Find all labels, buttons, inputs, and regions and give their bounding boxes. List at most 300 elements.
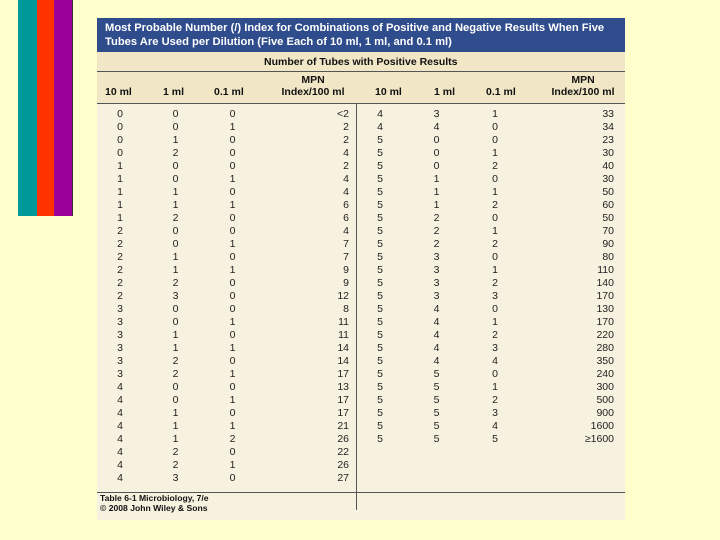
- table-cell: 3: [433, 108, 440, 120]
- table-cell: 4: [433, 329, 440, 341]
- column-divider: [356, 104, 357, 510]
- table-row: [357, 277, 616, 290]
- table-cell: 0: [172, 316, 179, 328]
- table-cell: 17: [337, 394, 349, 406]
- table-cell: 5: [433, 368, 440, 380]
- table-cell: 2: [172, 459, 179, 471]
- table-cell: 1: [172, 433, 179, 445]
- table-cell: 170: [596, 316, 614, 328]
- table-cell: 130: [596, 303, 614, 315]
- table-cell: 2: [343, 121, 349, 133]
- table-cell: 1: [117, 212, 123, 224]
- table-cell: 17: [337, 368, 349, 380]
- mpn-table-figure: [97, 18, 625, 520]
- table-row: [357, 316, 616, 329]
- table-row: [357, 108, 616, 121]
- table-cell: 4: [433, 355, 440, 367]
- table-cell: 5: [377, 329, 383, 341]
- table-row: [357, 368, 616, 381]
- table-cell: 34: [602, 121, 614, 133]
- table-cell: 6: [343, 199, 349, 211]
- table-cell: 1600: [590, 420, 614, 432]
- table-row: [97, 134, 351, 147]
- table-cell: 1: [229, 199, 236, 211]
- table-cell: 500: [596, 394, 614, 406]
- table-cell: 5: [377, 394, 383, 406]
- table-cell: 1: [492, 264, 498, 276]
- table-cell: 4: [492, 355, 498, 367]
- table-row: [357, 290, 616, 303]
- table-row: [357, 264, 616, 277]
- table-cell: 110: [597, 264, 614, 276]
- table-cell: 0: [172, 303, 179, 315]
- table-row: [97, 251, 351, 264]
- table-row: [357, 173, 616, 186]
- table-cell: 0: [117, 147, 123, 159]
- table-row: [97, 238, 351, 251]
- table-cell: 1: [229, 316, 236, 328]
- table-cell: 5: [377, 238, 383, 250]
- table-cell: 5: [377, 160, 383, 172]
- col-header-left-10ml: 10 ml: [105, 86, 132, 98]
- table-cell: 0: [117, 108, 123, 120]
- table-cell: 2: [172, 368, 179, 380]
- group-header-label: Number of Tubes with Positive Results: [264, 56, 458, 68]
- table-cell: 5: [433, 433, 440, 445]
- table-cell: 0: [229, 251, 236, 263]
- table-cell: 4: [117, 381, 123, 393]
- table-cell: 50: [602, 186, 614, 198]
- table-cell: 140: [596, 277, 614, 289]
- table-cell: 23: [602, 134, 614, 146]
- table-cell: 1: [492, 381, 498, 393]
- table-cell: 0: [229, 134, 236, 146]
- col-header-right-01ml: 0.1 ml: [486, 86, 516, 98]
- table-cell: 5: [377, 277, 383, 289]
- table-row: [97, 394, 351, 407]
- table-row: [357, 329, 616, 342]
- table-cell: 2: [433, 212, 440, 224]
- table-cell: 0: [229, 108, 236, 120]
- table-cell: 1: [229, 238, 236, 250]
- table-row: [97, 459, 351, 472]
- table-cell: 0: [172, 381, 179, 393]
- table-row: [97, 290, 351, 303]
- table-cell: 22: [337, 446, 349, 458]
- table-cell: 0: [229, 407, 236, 419]
- table-row: [97, 160, 351, 173]
- table-row: [357, 407, 616, 420]
- table-cell: 4: [343, 225, 349, 237]
- table-cell: 1: [117, 199, 123, 211]
- decorative-stripe-purple: [54, 0, 73, 216]
- table-cell: 1: [229, 394, 236, 406]
- table-cell: 4: [377, 108, 383, 120]
- table-cell: 900: [596, 407, 614, 419]
- table-row: [97, 264, 351, 277]
- table-cell: 11: [338, 316, 349, 328]
- table-cell: 6: [343, 212, 349, 224]
- table-cell: 2: [343, 134, 349, 146]
- table-row: [357, 420, 616, 433]
- table-cell: 5: [377, 355, 383, 367]
- table-cell: 1: [117, 173, 123, 185]
- table-cell: 70: [602, 225, 614, 237]
- table-cell: 1: [172, 186, 179, 198]
- table-cell: 5: [377, 316, 383, 328]
- table-row: [97, 368, 351, 381]
- table-cell: 3: [433, 277, 440, 289]
- table-cell: 3: [492, 407, 498, 419]
- table-cell: 80: [602, 251, 614, 263]
- table-cell: 1: [492, 147, 498, 159]
- table-cell: 2: [343, 160, 349, 172]
- table-cell: 4: [117, 420, 123, 432]
- table-cell: 3: [433, 251, 440, 263]
- table-body: [97, 104, 625, 510]
- table-cell: 300: [596, 381, 614, 393]
- table-cell: 0: [229, 472, 236, 484]
- table-cell: 5: [377, 251, 383, 263]
- table-cell: 5: [492, 433, 498, 445]
- table-cell: 3: [172, 472, 179, 484]
- table-cell: 5: [377, 134, 383, 146]
- table-title: Most Probable Number (/) Index for Combinations of Positive and Negative Results When Five Tubes Are Used per Dilution (Five Each of 10 ml, 1 ml, and 0.1 ml): [97, 18, 625, 52]
- table-cell: 2: [172, 355, 179, 367]
- table-row: [357, 134, 616, 147]
- table-cell: 0: [433, 160, 440, 172]
- right-data-table: [357, 108, 616, 446]
- table-cell: 2: [172, 277, 179, 289]
- table-cell: 2: [117, 238, 123, 250]
- table-row: [97, 199, 351, 212]
- col-header-right-mpn-line1: MPN: [571, 74, 595, 86]
- decorative-stripe-orange: [37, 0, 55, 216]
- table-cell: 0: [229, 303, 236, 315]
- table-row: [357, 186, 616, 199]
- table-cell: 1: [433, 199, 440, 211]
- table-cell: 2: [492, 160, 498, 172]
- table-cell: 5: [377, 264, 383, 276]
- table-cell: 5: [377, 212, 383, 224]
- table-cell: 2: [433, 225, 440, 237]
- left-data-table: [97, 108, 351, 485]
- col-header-left-mpn-line2: Index/100 ml: [281, 86, 345, 98]
- table-cell: 0: [229, 355, 236, 367]
- table-cell: 13: [337, 381, 349, 393]
- table-row: [97, 407, 351, 420]
- table-row: [357, 238, 616, 251]
- caption-line1: Table 6-1 Microbiology, 7/e: [100, 493, 209, 503]
- table-cell: 0: [117, 121, 123, 133]
- table-cell: 3: [117, 316, 123, 328]
- table-cell: 4: [433, 121, 440, 133]
- table-cell: 4: [343, 147, 349, 159]
- table-cell: 27: [337, 472, 349, 484]
- table-cell: 4: [117, 407, 123, 419]
- table-cell: 3: [433, 264, 440, 276]
- table-cell: 1: [172, 407, 179, 419]
- table-cell: 4: [117, 459, 123, 471]
- col-header-left-01ml: 0.1 ml: [214, 86, 244, 98]
- table-cell: 2: [117, 277, 123, 289]
- table-row: [97, 173, 351, 186]
- table-cell: 2: [117, 264, 123, 276]
- table-cell: 1: [172, 199, 179, 211]
- table-row: [97, 212, 351, 225]
- table-cell: 1: [229, 342, 236, 354]
- table-cell: 4: [117, 433, 123, 445]
- table-cell: 1: [172, 134, 179, 146]
- table-row: [357, 160, 616, 173]
- table-cell: 2: [172, 446, 179, 458]
- table-cell: 1: [492, 186, 498, 198]
- table-cell: 11: [338, 329, 349, 341]
- table-cell: 220: [596, 329, 614, 341]
- table-cell: 5: [377, 173, 383, 185]
- table-cell: 350: [596, 355, 614, 367]
- table-cell: 5: [377, 199, 383, 211]
- table-cell: 0: [492, 134, 498, 146]
- caption-line2: © 2008 John Wiley & Sons: [100, 503, 208, 513]
- table-cell: 0: [229, 446, 236, 458]
- col-header-right-10ml: 10 ml: [375, 86, 402, 98]
- table-cell: 0: [172, 225, 179, 237]
- table-cell: 5: [433, 420, 440, 432]
- table-cell: 5: [377, 186, 383, 198]
- table-row: [97, 303, 351, 316]
- table-cell: 5: [377, 420, 383, 432]
- table-cell: 1: [433, 186, 440, 198]
- table-cell: 33: [602, 108, 614, 120]
- table-cell: 0: [172, 238, 179, 250]
- table-cell: 17: [337, 407, 349, 419]
- table-cell: 2: [492, 238, 498, 250]
- table-cell: 2: [172, 212, 179, 224]
- table-cell: 1: [172, 251, 179, 263]
- table-cell: 0: [117, 134, 123, 146]
- table-row: [97, 381, 351, 394]
- table-row: [97, 225, 351, 238]
- table-row: [97, 433, 351, 446]
- table-cell: 5: [377, 407, 383, 419]
- table-cell: 280: [596, 342, 614, 354]
- table-cell: 26: [337, 433, 349, 445]
- table-cell: 2: [492, 329, 498, 341]
- column-headers: [97, 72, 625, 104]
- table-cell: 7: [343, 251, 349, 263]
- table-cell: 2: [117, 225, 123, 237]
- table-cell: <2: [337, 108, 349, 120]
- table-cell: 9: [343, 264, 349, 276]
- table-cell: 240: [596, 368, 614, 380]
- table-cell: 1: [172, 420, 179, 432]
- table-cell: 1: [117, 186, 123, 198]
- table-cell: 2: [117, 251, 123, 263]
- table-row: [357, 212, 616, 225]
- table-cell: 21: [337, 420, 349, 432]
- table-cell: 0: [492, 303, 498, 315]
- table-cell: 2: [433, 238, 440, 250]
- table-cell: 8: [343, 303, 349, 315]
- table-row: [357, 147, 616, 160]
- table-cell: 4: [343, 186, 349, 198]
- col-header-right-1ml: 1 ml: [434, 86, 456, 98]
- table-cell: 2: [492, 394, 498, 406]
- table-cell: 170: [596, 290, 614, 302]
- table-row: [97, 121, 351, 134]
- table-cell: 3: [117, 368, 123, 380]
- table-cell: 1: [229, 420, 236, 432]
- table-cell: 60: [602, 199, 614, 211]
- table-cell: 0: [229, 381, 236, 393]
- table-row: [97, 420, 351, 433]
- table-cell: 0: [229, 277, 236, 289]
- table-cell: 30: [602, 147, 614, 159]
- table-row: [97, 277, 351, 290]
- table-cell: 0: [229, 329, 236, 341]
- table-cell: 0: [172, 108, 179, 120]
- table-cell: 0: [492, 212, 498, 224]
- table-cell: 1: [492, 225, 498, 237]
- table-row: [357, 225, 616, 238]
- table-row: [357, 121, 616, 134]
- table-row: [357, 433, 616, 446]
- col-header-left-1ml: 1 ml: [163, 86, 185, 98]
- table-cell: 3: [117, 303, 123, 315]
- table-cell: 4: [433, 342, 440, 354]
- table-cell: 0: [229, 147, 236, 159]
- table-row: [357, 303, 616, 316]
- table-cell: 14: [337, 342, 349, 354]
- table-cell: 5: [377, 147, 383, 159]
- table-cell: 3: [117, 355, 123, 367]
- table-cell: 2: [172, 147, 179, 159]
- table-cell: 90: [602, 238, 614, 250]
- table-cell: 26: [337, 459, 349, 471]
- table-cell: 12: [337, 290, 349, 302]
- table-cell: 14: [337, 355, 349, 367]
- table-cell: 4: [433, 303, 440, 315]
- table-row: [357, 394, 616, 407]
- table-row: [97, 329, 351, 342]
- table-cell: 5: [377, 381, 383, 393]
- table-row: [357, 355, 616, 368]
- table-row: [357, 381, 616, 394]
- table-cell: 4: [343, 173, 349, 185]
- col-header-right-mpn: [543, 74, 623, 98]
- table-cell: 5: [377, 368, 383, 380]
- table-row: [97, 147, 351, 160]
- table-cell: 2: [492, 199, 498, 211]
- table-cell: 0: [229, 290, 236, 302]
- table-cell: 1: [229, 264, 236, 276]
- table-row: [97, 108, 351, 121]
- table-cell: 2: [117, 290, 123, 302]
- table-row: [97, 186, 351, 199]
- table-cell: 1: [229, 121, 236, 133]
- table-cell: 0: [492, 251, 498, 263]
- table-cell: 4: [117, 446, 123, 458]
- table-row: [97, 316, 351, 329]
- table-cell: 0: [229, 225, 236, 237]
- table-cell: 0: [172, 160, 179, 172]
- table-row: [97, 355, 351, 368]
- table-cell: 4: [117, 472, 123, 484]
- table-cell: 5: [377, 290, 383, 302]
- table-row: [357, 199, 616, 212]
- table-cell: 5: [433, 381, 440, 393]
- table-cell: 2: [492, 277, 498, 289]
- table-cell: 7: [343, 238, 349, 250]
- table-cell: 1: [492, 316, 498, 328]
- table-cell: 50: [602, 212, 614, 224]
- table-row: [357, 342, 616, 355]
- table-row: [97, 446, 351, 459]
- table-cell: 5: [377, 225, 383, 237]
- table-cell: 0: [229, 186, 236, 198]
- table-cell: 0: [433, 134, 440, 146]
- decorative-stripe-teal: [18, 0, 38, 216]
- table-cell: 1: [172, 264, 179, 276]
- table-cell: 4: [377, 121, 383, 133]
- table-cell: 1: [117, 160, 123, 172]
- table-cell: 0: [433, 147, 440, 159]
- table-cell: 5: [433, 407, 440, 419]
- table-cell: 0: [172, 121, 179, 133]
- table-cell: 0: [492, 121, 498, 133]
- table-cell: 3: [433, 290, 440, 302]
- col-header-right-mpn-line2: Index/100 ml: [551, 86, 615, 98]
- table-cell: 4: [492, 420, 498, 432]
- table-row: [97, 342, 351, 355]
- table-cell: 9: [343, 277, 349, 289]
- table-cell: 3: [492, 342, 498, 354]
- table-cell: 0: [492, 173, 498, 185]
- table-cell: 5: [433, 394, 440, 406]
- group-header: [97, 52, 625, 72]
- col-header-left-mpn-line1: MPN: [301, 74, 325, 86]
- table-cell: 1: [172, 329, 179, 341]
- table-cell: 3: [117, 342, 123, 354]
- table-cell: 1: [229, 459, 236, 471]
- table-cell: 5: [377, 342, 383, 354]
- table-cell: 4: [117, 394, 123, 406]
- table-cell: 30: [602, 173, 614, 185]
- table-row: [357, 251, 616, 264]
- table-cell: 0: [172, 173, 179, 185]
- table-cell: ≥1600: [584, 433, 614, 445]
- table-cell: 3: [172, 290, 179, 302]
- table-cell: 1: [433, 173, 440, 185]
- table-cell: 1: [492, 108, 498, 120]
- table-cell: 0: [172, 394, 179, 406]
- table-cell: 3: [492, 290, 498, 302]
- table-cell: 0: [492, 368, 498, 380]
- table-cell: 4: [433, 316, 440, 328]
- table-cell: 5: [377, 303, 383, 315]
- col-header-left-mpn: [273, 74, 353, 98]
- table-caption: [97, 493, 628, 513]
- table-cell: 3: [117, 329, 123, 341]
- table-cell: 5: [377, 433, 383, 445]
- table-cell: 40: [602, 160, 614, 172]
- table-cell: 1: [229, 368, 236, 380]
- table-cell: 1: [229, 173, 236, 185]
- table-cell: 2: [229, 433, 236, 445]
- table-cell: 0: [229, 160, 236, 172]
- table-row: [97, 472, 351, 485]
